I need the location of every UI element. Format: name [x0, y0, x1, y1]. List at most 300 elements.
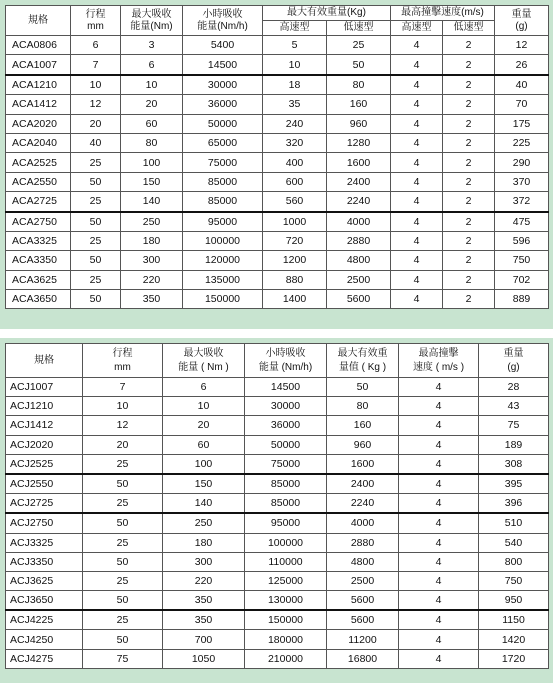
model-cell: ACJ1007 — [6, 378, 83, 397]
value-cell: 5600 — [327, 290, 391, 309]
header-hourly-label: 小時吸收 — [202, 8, 243, 20]
table-body-aca — [6, 36, 549, 309]
model-cell: ACJ2550 — [6, 474, 83, 494]
value-cell: 180000 — [245, 630, 327, 649]
value-cell: 4 — [399, 397, 479, 416]
value-cell: 50 — [71, 290, 121, 309]
value-cell: 2240 — [327, 192, 391, 212]
value-cell: 4 — [391, 172, 443, 191]
value-cell: 960 — [327, 114, 391, 133]
value-cell: 2 — [443, 153, 495, 172]
value-cell: 370 — [495, 172, 549, 191]
value-cell: 12 — [495, 36, 549, 55]
header-weight-unit: (g) — [515, 20, 528, 32]
value-cell: 1280 — [327, 133, 391, 152]
value-cell: 75000 — [183, 153, 263, 172]
header-max-energy-unit: 能量(Nm) — [130, 20, 173, 32]
value-cell: 7 — [71, 55, 121, 75]
table-row — [6, 610, 549, 630]
header-speed-low: 低速型 — [443, 21, 495, 36]
header-weight-low: 低速型 — [327, 21, 391, 36]
value-cell: 510 — [479, 513, 549, 533]
value-cell: 2 — [443, 133, 495, 152]
value-cell: 180 — [121, 231, 183, 250]
value-cell: 75 — [83, 649, 163, 668]
value-cell: 4 — [399, 378, 479, 397]
value-cell: 25 — [83, 454, 163, 474]
header-model: 規格 — [6, 6, 71, 36]
value-cell: 7 — [83, 378, 163, 397]
value-cell: 960 — [327, 435, 399, 454]
table-row — [6, 591, 549, 611]
model-cell: ACJ1412 — [6, 416, 83, 435]
value-cell: 2880 — [327, 533, 399, 552]
value-cell: 4000 — [327, 513, 399, 533]
value-cell: 150 — [121, 172, 183, 191]
value-cell: 35 — [263, 95, 327, 114]
header-impact-speed: 最高撞擊速度(m/s) — [391, 6, 495, 21]
value-cell: 395 — [479, 474, 549, 494]
value-cell: 1050 — [163, 649, 245, 668]
model-cell: ACJ4275 — [6, 649, 83, 668]
table-row — [6, 649, 549, 668]
value-cell: 475 — [495, 212, 549, 232]
value-cell: 4000 — [327, 212, 391, 232]
value-cell: 880 — [263, 270, 327, 289]
value-cell: 250 — [121, 212, 183, 232]
header-stroke-label: 行程 — [85, 8, 106, 20]
value-cell: 10 — [121, 75, 183, 95]
value-cell: 350 — [121, 290, 183, 309]
value-cell: 14500 — [183, 55, 263, 75]
value-cell: 4 — [391, 95, 443, 114]
value-cell: 2500 — [327, 571, 399, 590]
value-cell: 50 — [83, 552, 163, 571]
value-cell: 2 — [443, 36, 495, 55]
value-cell: 10 — [83, 397, 163, 416]
value-cell: 85000 — [183, 172, 263, 191]
panel-acj — [0, 338, 553, 683]
value-cell: 130000 — [245, 591, 327, 611]
value-cell: 120000 — [183, 251, 263, 270]
value-cell: 4 — [391, 133, 443, 152]
header-speed-unit: 速度 ( m/s ) — [412, 361, 465, 373]
model-cell: ACA2020 — [6, 114, 71, 133]
value-cell: 85000 — [245, 494, 327, 514]
value-cell: 12 — [83, 416, 163, 435]
value-cell: 100000 — [245, 533, 327, 552]
value-cell: 2 — [443, 192, 495, 212]
model-cell: ACA1210 — [6, 75, 71, 95]
value-cell: 18 — [263, 75, 327, 95]
value-cell: 4800 — [327, 552, 399, 571]
model-cell: ACA2725 — [6, 192, 71, 212]
value-cell: 80 — [327, 397, 399, 416]
value-cell: 160 — [327, 416, 399, 435]
value-cell: 2 — [443, 231, 495, 250]
header-stroke — [71, 6, 121, 36]
value-cell: 600 — [263, 172, 327, 191]
value-cell: 30000 — [183, 75, 263, 95]
model-cell: ACJ4225 — [6, 610, 83, 630]
value-cell: 2400 — [327, 474, 399, 494]
value-cell: 4 — [391, 270, 443, 289]
table-row — [6, 552, 549, 571]
value-cell: 4 — [399, 474, 479, 494]
table-row — [6, 494, 549, 514]
value-cell: 4 — [391, 192, 443, 212]
header-weight-high: 高速型 — [263, 21, 327, 36]
value-cell: 1600 — [327, 153, 391, 172]
value-cell: 4 — [391, 251, 443, 270]
value-cell: 110000 — [245, 552, 327, 571]
value-cell: 800 — [479, 552, 549, 571]
value-cell: 2240 — [327, 494, 399, 514]
value-cell: 50 — [71, 172, 121, 191]
value-cell: 250 — [163, 513, 245, 533]
value-cell: 70 — [495, 95, 549, 114]
value-cell: 4 — [399, 630, 479, 649]
model-cell: ACJ3325 — [6, 533, 83, 552]
value-cell: 25 — [83, 494, 163, 514]
value-cell: 50000 — [183, 114, 263, 133]
value-cell: 700 — [163, 630, 245, 649]
header-weight — [479, 344, 549, 378]
header-max-energy-label: 最大吸收 — [131, 8, 172, 20]
value-cell: 750 — [479, 571, 549, 590]
value-cell: 4 — [399, 416, 479, 435]
value-cell: 20 — [163, 416, 245, 435]
table-row — [6, 397, 549, 416]
header-max-energy — [163, 344, 245, 378]
value-cell: 25 — [83, 610, 163, 630]
model-cell: ACA3650 — [6, 290, 71, 309]
value-cell: 2 — [443, 290, 495, 309]
value-cell: 43 — [479, 397, 549, 416]
value-cell: 50 — [327, 378, 399, 397]
value-cell: 2 — [443, 172, 495, 191]
value-cell: 16800 — [327, 649, 399, 668]
header-hourly-unit: 能量(Nm/h) — [197, 20, 248, 32]
value-cell: 540 — [479, 533, 549, 552]
value-cell: 720 — [263, 231, 327, 250]
value-cell: 20 — [121, 95, 183, 114]
value-cell: 50 — [71, 212, 121, 232]
value-cell: 6 — [163, 378, 245, 397]
table-row — [6, 251, 549, 270]
value-cell: 36000 — [183, 95, 263, 114]
value-cell: 5 — [263, 36, 327, 55]
model-cell: ACJ3625 — [6, 571, 83, 590]
table-row — [6, 630, 549, 649]
value-cell: 28 — [479, 378, 549, 397]
value-cell: 85000 — [245, 474, 327, 494]
header-max-energy — [121, 6, 183, 36]
value-cell: 100 — [163, 454, 245, 474]
model-cell: ACA2040 — [6, 133, 71, 152]
header-eff-weight-label: 最大有效重 — [337, 347, 388, 359]
value-cell: 36000 — [245, 416, 327, 435]
value-cell: 3 — [121, 36, 183, 55]
table-row — [6, 435, 549, 454]
model-cell: ACJ2725 — [6, 494, 83, 514]
header-eff-weight-unit: 量值 ( Kg ) — [338, 361, 387, 373]
table-row — [6, 474, 549, 494]
model-cell: ACJ2525 — [6, 454, 83, 474]
value-cell: 180 — [163, 533, 245, 552]
header-weight — [495, 6, 549, 36]
value-cell: 26 — [495, 55, 549, 75]
value-cell: 4 — [399, 591, 479, 611]
value-cell: 300 — [163, 552, 245, 571]
value-cell: 5600 — [327, 591, 399, 611]
value-cell: 225 — [495, 133, 549, 152]
header-speed-high: 高速型 — [391, 21, 443, 36]
value-cell: 11200 — [327, 630, 399, 649]
table-row — [6, 270, 549, 289]
model-cell: ACJ2750 — [6, 513, 83, 533]
table-row — [6, 290, 549, 309]
value-cell: 2 — [443, 114, 495, 133]
value-cell: 2500 — [327, 270, 391, 289]
value-cell: 4 — [399, 533, 479, 552]
value-cell: 25 — [71, 192, 121, 212]
header-stroke — [83, 344, 163, 378]
value-cell: 4 — [391, 153, 443, 172]
value-cell: 4 — [399, 513, 479, 533]
header-impact-speed — [399, 344, 479, 378]
value-cell: 50 — [83, 630, 163, 649]
value-cell: 10 — [71, 75, 121, 95]
value-cell: 60 — [163, 435, 245, 454]
model-cell: ACA3325 — [6, 231, 71, 250]
value-cell: 2 — [443, 270, 495, 289]
table-row — [6, 192, 549, 212]
header-weight-label: 重量 — [511, 8, 532, 20]
value-cell: 6 — [71, 36, 121, 55]
value-cell: 40 — [495, 75, 549, 95]
value-cell: 60 — [121, 114, 183, 133]
value-cell: 1150 — [479, 610, 549, 630]
value-cell: 10 — [163, 397, 245, 416]
value-cell: 30000 — [245, 397, 327, 416]
value-cell: 400 — [263, 153, 327, 172]
model-cell: ACA0806 — [6, 36, 71, 55]
value-cell: 2 — [443, 95, 495, 114]
value-cell: 396 — [479, 494, 549, 514]
value-cell: 2 — [443, 75, 495, 95]
value-cell: 50 — [327, 55, 391, 75]
model-cell: ACA3350 — [6, 251, 71, 270]
value-cell: 308 — [479, 454, 549, 474]
value-cell: 20 — [71, 114, 121, 133]
value-cell: 95000 — [183, 212, 263, 232]
header-max-energy-label: 最大吸收 — [183, 347, 224, 359]
table-row — [6, 454, 549, 474]
table-row — [6, 172, 549, 191]
value-cell: 4800 — [327, 251, 391, 270]
model-cell: ACJ3350 — [6, 552, 83, 571]
table-row — [6, 416, 549, 435]
model-cell: ACJ4250 — [6, 630, 83, 649]
header-max-energy-unit: 能量 ( Nm ) — [178, 361, 229, 373]
table-row — [6, 378, 549, 397]
value-cell: 50 — [83, 474, 163, 494]
value-cell: 750 — [495, 251, 549, 270]
value-cell: 4 — [399, 494, 479, 514]
model-cell: ACA2750 — [6, 212, 71, 232]
value-cell: 100 — [121, 153, 183, 172]
value-cell: 560 — [263, 192, 327, 212]
value-cell: 6 — [121, 55, 183, 75]
header-model: 規格 — [6, 344, 83, 378]
value-cell: 372 — [495, 192, 549, 212]
value-cell: 14500 — [245, 378, 327, 397]
table-row — [6, 36, 549, 55]
value-cell: 4 — [391, 55, 443, 75]
value-cell: 240 — [263, 114, 327, 133]
value-cell: 1000 — [263, 212, 327, 232]
value-cell: 1200 — [263, 251, 327, 270]
value-cell: 1400 — [263, 290, 327, 309]
value-cell: 4 — [399, 571, 479, 590]
header-hourly-unit: 能量 (Nm/h) — [258, 361, 313, 373]
value-cell: 140 — [163, 494, 245, 514]
model-cell: ACA1007 — [6, 55, 71, 75]
table-row — [6, 114, 549, 133]
value-cell: 135000 — [183, 270, 263, 289]
value-cell: 220 — [121, 270, 183, 289]
value-cell: 100000 — [183, 231, 263, 250]
table-row — [6, 55, 549, 75]
value-cell: 25 — [71, 153, 121, 172]
header-hourly-label: 小時吸收 — [265, 347, 306, 359]
value-cell: 25 — [327, 36, 391, 55]
value-cell: 25 — [71, 231, 121, 250]
value-cell: 25 — [71, 270, 121, 289]
value-cell: 75000 — [245, 454, 327, 474]
value-cell: 2 — [443, 55, 495, 75]
value-cell: 25 — [83, 571, 163, 590]
value-cell: 220 — [163, 571, 245, 590]
value-cell: 4 — [399, 649, 479, 668]
value-cell: 150 — [163, 474, 245, 494]
value-cell: 4 — [391, 231, 443, 250]
table-row — [6, 533, 549, 552]
value-cell: 4 — [391, 114, 443, 133]
value-cell: 125000 — [245, 571, 327, 590]
panel-aca — [0, 0, 553, 329]
header-weight-unit: (g) — [507, 361, 520, 373]
value-cell: 95000 — [245, 513, 327, 533]
value-cell: 1420 — [479, 630, 549, 649]
header-stroke-label: 行程 — [112, 347, 133, 359]
value-cell: 85000 — [183, 192, 263, 212]
value-cell: 150000 — [183, 290, 263, 309]
value-cell: 889 — [495, 290, 549, 309]
value-cell: 350 — [163, 591, 245, 611]
value-cell: 189 — [479, 435, 549, 454]
header-speed-label: 最高撞擊 — [418, 347, 459, 359]
value-cell: 40 — [71, 133, 121, 152]
value-cell: 950 — [479, 591, 549, 611]
value-cell: 65000 — [183, 133, 263, 152]
value-cell: 210000 — [245, 649, 327, 668]
value-cell: 150000 — [245, 610, 327, 630]
value-cell: 160 — [327, 95, 391, 114]
model-cell: ACJ2020 — [6, 435, 83, 454]
value-cell: 75 — [479, 416, 549, 435]
value-cell: 596 — [495, 231, 549, 250]
value-cell: 50 — [83, 513, 163, 533]
table-row — [6, 513, 549, 533]
header-stroke-unit: mm — [114, 361, 131, 373]
value-cell: 12 — [71, 95, 121, 114]
value-cell: 175 — [495, 114, 549, 133]
value-cell: 4 — [399, 435, 479, 454]
value-cell: 4 — [399, 610, 479, 630]
value-cell: 4 — [399, 454, 479, 474]
header-stroke-unit: mm — [87, 20, 104, 32]
header-effective-weight: 最大有效重量(Kg) — [263, 6, 391, 21]
table-row — [6, 153, 549, 172]
value-cell: 4 — [391, 36, 443, 55]
model-cell: ACA2525 — [6, 153, 71, 172]
table-row — [6, 95, 549, 114]
value-cell: 1600 — [327, 454, 399, 474]
header-weight-label: 重量 — [503, 347, 524, 359]
value-cell: 80 — [327, 75, 391, 95]
value-cell: 50 — [83, 591, 163, 611]
model-cell: ACJ1210 — [6, 397, 83, 416]
model-cell: ACA1412 — [6, 95, 71, 114]
value-cell: 290 — [495, 153, 549, 172]
value-cell: 320 — [263, 133, 327, 152]
model-cell: ACA2550 — [6, 172, 71, 191]
header-hourly-energy — [183, 6, 263, 36]
table-row — [6, 212, 549, 232]
value-cell: 2 — [443, 212, 495, 232]
model-cell: ACJ3650 — [6, 591, 83, 611]
value-cell: 4 — [391, 75, 443, 95]
value-cell: 702 — [495, 270, 549, 289]
table-row — [6, 231, 549, 250]
header-hourly-energy — [245, 344, 327, 378]
spec-table-acj — [5, 343, 549, 669]
value-cell: 4 — [391, 290, 443, 309]
value-cell: 350 — [163, 610, 245, 630]
value-cell: 25 — [83, 533, 163, 552]
value-cell: 1720 — [479, 649, 549, 668]
value-cell: 80 — [121, 133, 183, 152]
model-cell: ACA3625 — [6, 270, 71, 289]
value-cell: 4 — [391, 212, 443, 232]
spec-table-aca — [5, 5, 549, 309]
table-row — [6, 75, 549, 95]
value-cell: 300 — [121, 251, 183, 270]
value-cell: 5600 — [327, 610, 399, 630]
table-row — [6, 571, 549, 590]
value-cell: 2 — [443, 251, 495, 270]
header-effective-weight — [327, 344, 399, 378]
value-cell: 50000 — [245, 435, 327, 454]
table-body-acj — [6, 378, 549, 669]
value-cell: 20 — [83, 435, 163, 454]
value-cell: 4 — [399, 552, 479, 571]
value-cell: 10 — [263, 55, 327, 75]
value-cell: 50 — [71, 251, 121, 270]
value-cell: 2400 — [327, 172, 391, 191]
